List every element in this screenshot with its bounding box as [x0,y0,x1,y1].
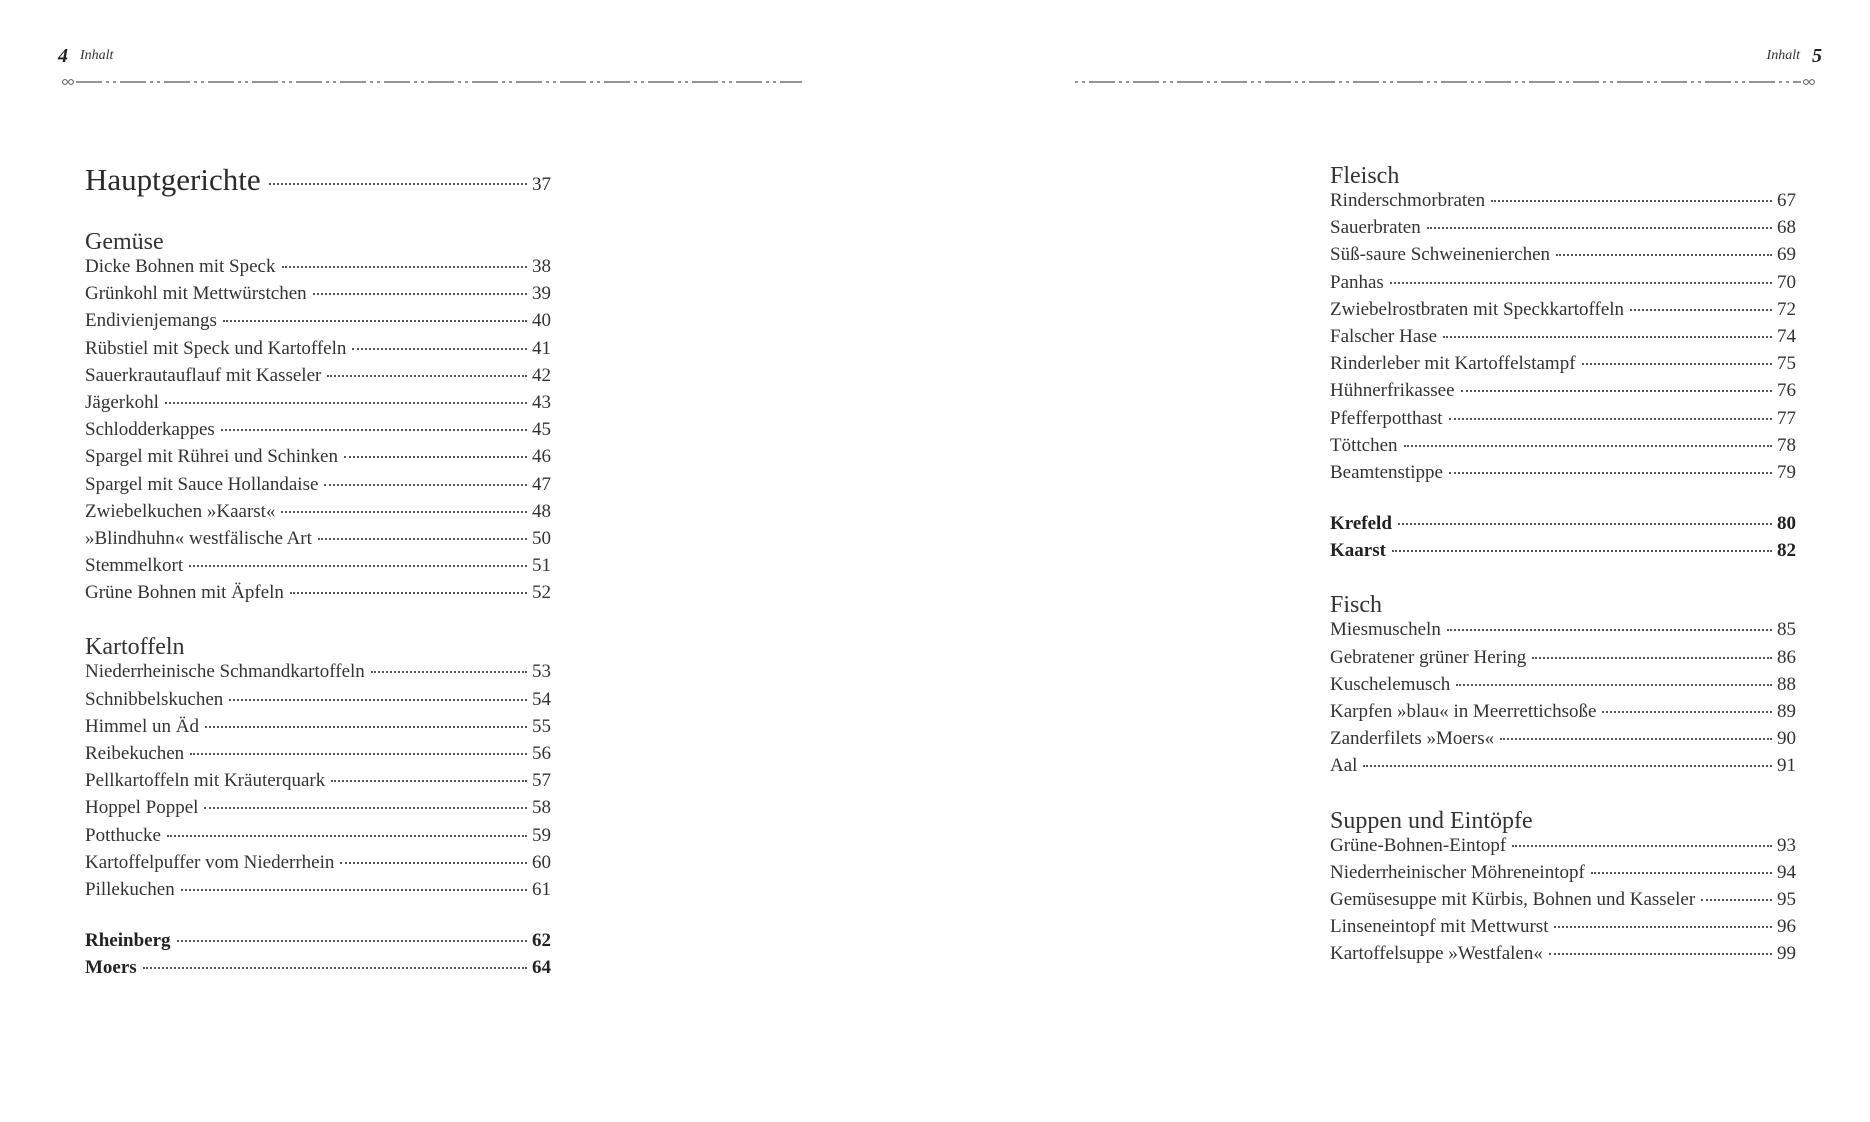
toc-entry-page: 82 [1777,540,1796,562]
toc-entry-page: 90 [1777,728,1796,750]
leader-dots [313,293,527,295]
toc-entry-page: 41 [532,337,551,359]
leader-dots [1449,472,1772,474]
leader-dots [331,780,527,782]
toc-entry-label: Kaarst [1330,540,1386,562]
leader-dots [1582,363,1772,365]
leader-dots [1449,418,1772,420]
left-places-list [85,930,551,984]
leader-dots [181,889,527,891]
section-heading-suppen: Suppen und Eintöpfe [1330,807,1533,834]
toc-entry [85,770,551,797]
toc-entry [1330,380,1796,407]
toc-entry [85,879,551,906]
toc-entry-page: 68 [1777,217,1796,239]
toc-entry-label: Pellkartoffeln mit Kräuterquark [85,770,326,792]
toc-entry-label: Zwiebelkuchen »Kaarst« [85,500,276,522]
leader-dots [344,456,527,458]
left-page-number: 4 [58,44,68,67]
toc-entry-label: Aal [1330,755,1358,777]
toc-entry-label: Kartoffelsuppe »Westfalen« [1330,943,1543,965]
toc-entry [1330,435,1796,462]
leader-dots [352,348,527,350]
toc-entry [85,661,551,688]
toc-entry [1330,462,1796,489]
toc-entry-page: 77 [1777,407,1796,429]
toc-entry [85,256,551,283]
leader-dots [1500,738,1772,740]
toc-entry-page: 57 [532,770,551,792]
toc-entry-page: 74 [1777,325,1796,347]
toc-entry-page: 91 [1777,755,1796,777]
toc-entry-label: Endivienjemangs [85,310,217,332]
toc-entry-page: 45 [532,419,551,441]
toc-entry-page: 79 [1777,461,1796,483]
toc-entry-page: 39 [532,283,551,305]
right-toc-column [1330,162,1796,971]
leader-dots [281,511,527,513]
toc-entry-page: 56 [532,743,551,764]
leader-dots [1427,227,1772,229]
toc-entry-label: Beamtenstippe [1330,461,1443,483]
toc-entry-page: 51 [532,555,551,577]
toc-entry-label: Linseneintopf mit Mettwurst [1330,916,1549,938]
toc-entry [1330,299,1796,326]
left-toc-column [85,162,551,985]
toc-entry-page: 52 [532,582,551,604]
toc-entry-label: Pillekuchen [85,878,175,900]
leader-dots [1532,657,1772,659]
toc-entry-page: 60 [532,851,551,873]
toc-entry-page: 89 [1777,701,1796,722]
leader-dots [1701,899,1772,901]
toc-entry [1330,326,1796,353]
toc-entry-label: Schlodderkappes [85,419,215,441]
toc-entry [1330,835,1796,862]
toc-entry [1330,408,1796,435]
leader-dots [1630,309,1772,311]
toc-entry [85,365,551,392]
section-heading-kartoffeln: Kartoffeln [85,634,185,661]
toc-entry-page: 58 [532,797,551,819]
left-decorative-rule [62,79,802,85]
toc-entry-label: Grüne Bohnen mit Äpfeln [85,582,284,604]
toc-entry [1330,217,1796,244]
toc-entry-label: Gemüsesuppe mit Kürbis, Bohnen und Kasseler [1330,888,1696,910]
toc-entry-page: 43 [532,391,551,413]
leader-dots [143,967,527,969]
toc-entry [85,474,551,501]
leader-dots [1491,200,1772,202]
leader-dots [229,699,527,701]
toc-entry-label: Hoppel Poppel [85,797,199,819]
toc-entry-page: 38 [532,256,551,277]
toc-entry-label: Jägerkohl [85,391,159,413]
leader-dots [1363,765,1772,767]
leader-dots [177,940,528,942]
suppen-list [1330,835,1796,971]
toc-entry [85,582,551,609]
toc-entry [1330,889,1796,916]
leader-dots [1591,872,1772,874]
leader-dots [167,835,527,837]
leader-dots [1602,711,1772,713]
leader-dots [282,266,528,268]
toc-entry-label: Stemmelkort [85,555,184,577]
leader-dots [324,484,527,486]
toc-entry-label: Spargel mit Rührei und Schinken [85,446,338,468]
toc-entry-label: Potthucke [85,824,161,846]
toc-entry-label: Krefeld [1330,513,1392,535]
toc-entry [85,852,551,879]
toc-entry-label: Zanderfilets »Moers« [1330,728,1495,750]
toc-entry-label: Rübstiel mit Speck und Kartoffeln [85,337,347,359]
leader-dots [1461,390,1772,392]
toc-entry [1330,513,1796,540]
toc-entry [1330,862,1796,889]
toc-entry [85,555,551,582]
toc-entry-page: 55 [532,715,551,737]
leader-dots [1554,926,1772,928]
toc-entry-page: 85 [1777,619,1796,641]
toc-entry-label: Himmel un Äd [85,715,199,737]
toc-entry-label: Niederrheinischer Möhreneintopf [1330,861,1585,883]
toc-entry-label: Spargel mit Sauce Hollandaise [85,473,319,495]
toc-entry-label: Rinderschmorbraten [1330,190,1486,211]
section-heading-fleisch: Fleisch [1330,163,1400,189]
right-page-number: 5 [1812,44,1822,67]
toc-entry [1330,674,1796,701]
toc-entry-page: 96 [1777,916,1796,938]
toc-entry-label: Grüne-Bohnen-Eintopf [1330,834,1507,856]
toc-entry-label: Falscher Hase [1330,325,1438,347]
main-title-page: 37 [532,174,551,195]
fisch-list [1330,619,1796,782]
leader-dots [371,671,527,673]
toc-entry-page: 76 [1777,380,1796,402]
toc-entry-page: 40 [532,310,551,332]
toc-entry-label: Töttchen [1330,434,1398,456]
toc-entry [1330,701,1796,728]
toc-entry-page: 54 [532,688,551,710]
left-header-label: Inhalt [80,48,114,63]
leader-dots [223,320,527,322]
toc-entry-label: Reibekuchen [85,743,185,764]
toc-entry-page: 78 [1777,434,1796,456]
toc-entry [85,930,551,957]
toc-entry [1330,353,1796,380]
toc-entry-page: 69 [1777,244,1796,266]
toc-entry [85,716,551,743]
leader-dots [340,862,527,864]
toc-entry-page: 53 [532,661,551,683]
toc-entry [85,419,551,446]
toc-entry-page: 86 [1777,646,1796,668]
toc-entry [1330,272,1796,299]
toc-entry-page: 95 [1777,888,1796,910]
fleisch-list [1330,190,1796,489]
toc-entry [1330,943,1796,970]
toc-entry [85,501,551,528]
toc-entry [1330,619,1796,646]
toc-entry-page: 93 [1777,834,1796,856]
toc-entry [85,689,551,716]
leader-dots [1456,684,1772,686]
toc-entry-label: Panhas [1330,271,1384,293]
toc-entry-page: 72 [1777,298,1796,320]
toc-entry [1330,916,1796,943]
toc-entry-label: Moers [85,957,137,979]
leader-dots [1556,254,1772,256]
section-heading-gemuese: Gemüse [85,229,164,255]
leader-dots [205,726,527,728]
leader-dots [1443,336,1772,338]
right-header-label: Inhalt [1766,48,1800,63]
leader-dots [1398,523,1772,525]
right-places-list [1330,513,1796,567]
toc-entry-label: Grünkohl mit Mettwürstchen [85,283,307,305]
toc-entry-page: 46 [532,446,551,468]
toc-entry [1330,647,1796,674]
leader-dots [1392,550,1772,552]
toc-entry-label: »Blindhuhn« westfälische Art [85,527,312,549]
toc-entry [85,743,551,770]
right-page-header [1767,44,1822,68]
toc-entry-page: 42 [532,364,551,386]
toc-entry-label: Schnibbelskuchen [85,688,224,710]
leader-dots [290,592,527,594]
toc-entry-label: Rheinberg [85,930,171,952]
toc-entry-label: Kartoffelpuffer vom Niederrhein [85,851,335,873]
toc-entry-label: Gebratener grüner Hering [1330,646,1527,668]
toc-entry [1330,190,1796,217]
toc-entry [1330,755,1796,782]
toc-entry-label: Zwiebelrostbraten mit Speckkartoffeln [1330,298,1625,320]
toc-entry-page: 75 [1777,353,1796,375]
leader-dots [190,753,527,755]
toc-entry-label: Niederrheinische Schmandkartoffeln [85,661,365,683]
toc-entry [85,528,551,555]
toc-entry [85,797,551,824]
toc-entry-page: 48 [532,500,551,522]
leader-dots [1404,445,1772,447]
left-page-header [58,44,113,68]
toc-entry-label: Miesmuscheln [1330,619,1441,641]
toc-entry [85,310,551,337]
toc-entry [85,446,551,473]
toc-entry [1330,540,1796,567]
leader-dots [1390,282,1772,284]
leader-dots [1447,629,1772,631]
toc-entry-label: Rinderleber mit Kartoffelstampf [1330,353,1576,375]
leader-dots [204,807,527,809]
leader-dots [1512,845,1772,847]
toc-entry-label: Karpfen »blau« in Meerrettichsoße [1330,701,1597,722]
toc-entry-label: Dicke Bohnen mit Speck [85,256,276,277]
toc-entry-page: 61 [532,878,551,900]
toc-entry-label: Sauerbraten [1330,217,1421,239]
kartoffeln-list [85,661,551,906]
toc-entry-label: Kuschelemusch [1330,673,1451,695]
leader-dots [1549,953,1772,955]
section-heading-fisch: Fisch [1330,592,1383,619]
right-decorative-rule [1075,79,1815,85]
toc-entry-page: 50 [532,527,551,549]
toc-entry-page: 80 [1777,513,1796,535]
toc-entry [85,957,551,984]
toc-entry [85,283,551,310]
toc-entry-label: Pfefferpotthast [1330,407,1443,429]
toc-entry-page: 70 [1777,271,1796,293]
toc-entry-page: 94 [1777,861,1796,883]
toc-entry [1330,244,1796,271]
leader-dots [221,429,527,431]
toc-entry-label: Hühnerfrikassee [1330,380,1455,402]
toc-entry-page: 99 [1777,943,1796,965]
toc-entry [85,825,551,852]
toc-entry-label: Süß-saure Schweinenierchen [1330,244,1551,266]
leader-dots [269,183,527,185]
toc-entry-page: 88 [1777,673,1796,695]
main-title-label: Hauptgerichte [85,162,261,197]
leader-dots [318,538,527,540]
gemuese-list [85,256,551,609]
toc-entry-label: Sauerkrautauflauf mit Kasseler [85,364,322,386]
toc-entry [1330,728,1796,755]
toc-entry [85,338,551,365]
toc-entry-page: 47 [532,473,551,495]
toc-entry-page: 62 [532,930,551,952]
toc-entry-page: 64 [532,957,551,979]
toc-entry [85,392,551,419]
toc-main-title [85,162,551,202]
leader-dots [327,375,527,377]
toc-entry-page: 59 [532,824,551,846]
leader-dots [189,565,527,567]
toc-entry-page: 67 [1777,190,1796,211]
leader-dots [165,402,527,404]
